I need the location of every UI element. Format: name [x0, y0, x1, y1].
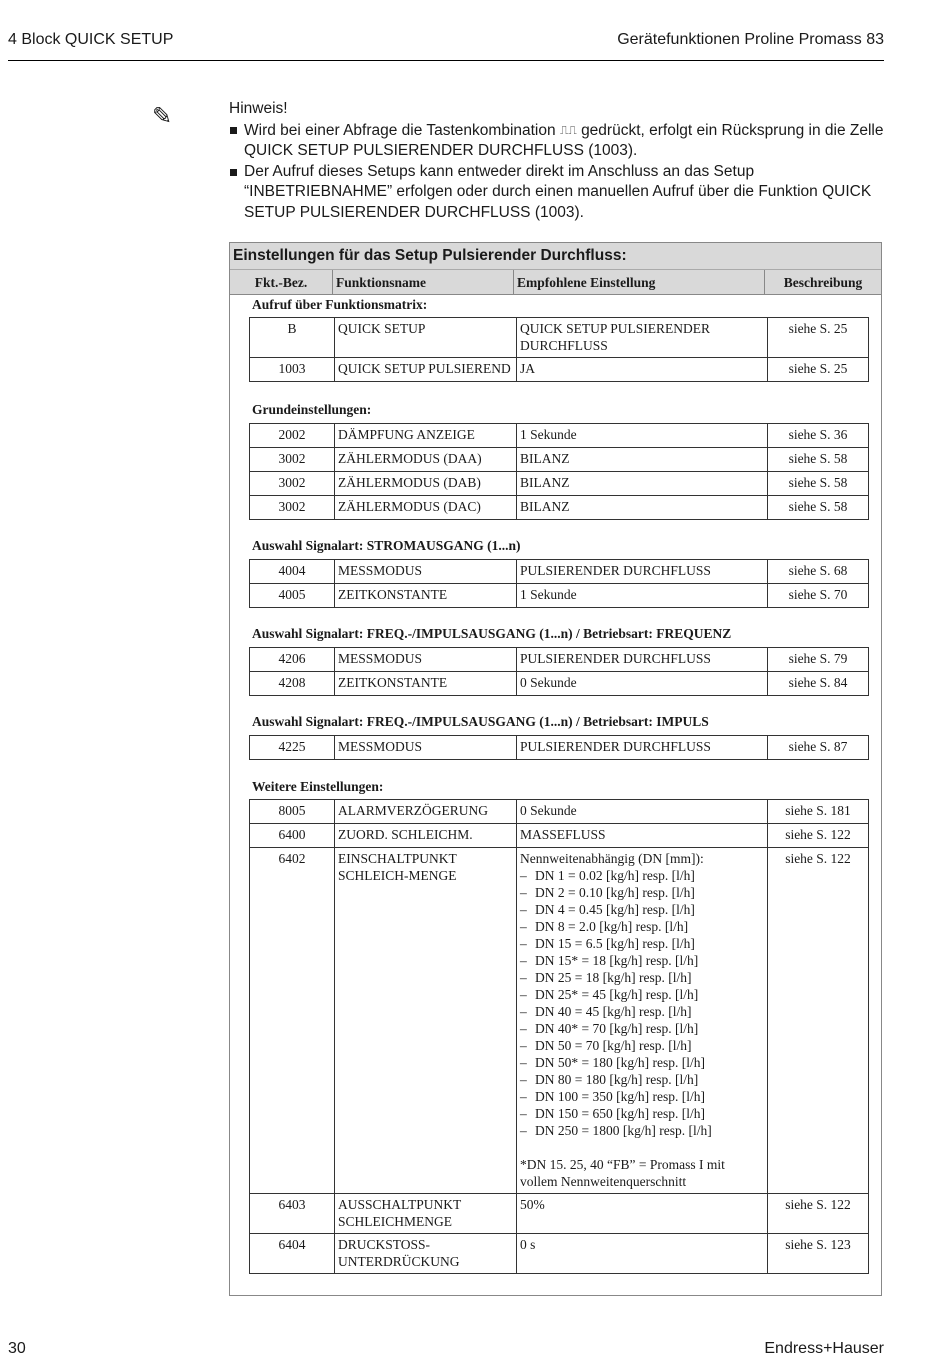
cell-setting: BILANZ [517, 472, 768, 496]
dn-line [520, 1105, 764, 1122]
table-row [250, 496, 869, 520]
table-impuls [249, 735, 869, 760]
dn-value: DN 25 = 18 [kg/h] resp. [l/h] [535, 970, 692, 985]
table-frequenz [249, 647, 869, 696]
dn-value: DN 40* = 70 [kg/h] resp. [l/h] [535, 1021, 699, 1036]
dn-value: DN 50 = 70 [kg/h] resp. [l/h] [535, 1038, 692, 1053]
cell-code: 4225 [250, 736, 335, 760]
cell-page-ref: siehe S. 70 [768, 584, 869, 608]
spacer [520, 1139, 764, 1156]
column-header-row [230, 270, 881, 295]
cell-setting: 0 s [517, 1234, 768, 1274]
table-stromausgang [249, 559, 869, 608]
cell-page-ref: siehe S. 58 [768, 448, 869, 472]
cell-page-ref: siehe S. 122 [768, 848, 869, 1194]
cell-page-ref: siehe S. 36 [768, 424, 869, 448]
cell-function: ZEITKONSTANTE [335, 672, 517, 696]
table-row [250, 560, 869, 584]
cell-code: 4004 [250, 560, 335, 584]
table-row [250, 736, 869, 760]
table-row [250, 1234, 869, 1274]
column-header-funktionsname: Funktionsname [333, 270, 514, 294]
cell-code: 6403 [250, 1194, 335, 1234]
dash: – [520, 1038, 527, 1053]
column-header-beschreibung: Beschreibung [783, 275, 863, 290]
cell-setting: BILANZ [517, 496, 768, 520]
dn-value: DN 40 = 45 [kg/h] resp. [l/h] [535, 1004, 692, 1019]
cell-page-ref: siehe S. 25 [768, 358, 869, 382]
cell-page-ref: siehe S. 58 [768, 496, 869, 520]
dash: – [520, 1123, 527, 1138]
dn-line [520, 1054, 764, 1071]
table-row [250, 358, 869, 382]
cell-function: QUICK SETUP PULSIEREND [335, 358, 517, 382]
cell-code: 6404 [250, 1234, 335, 1274]
cell-code: 4208 [250, 672, 335, 696]
note-bullet-1-text-b: gedrückt, erfolgt ein Rücksprung in die Zelle QUICK SETUP PULSIERENDER DURCHFLUSS (1003). [244, 121, 884, 159]
dash: – [520, 1055, 527, 1070]
dn-value: DN 80 = 180 [kg/h] resp. [l/h] [535, 1072, 699, 1087]
table-row [250, 848, 869, 1194]
cell-function: AUSSCHALTPUNKT SCHLEICHMENGE [335, 1194, 517, 1234]
section-heading-impuls: Auswahl Signalart: FREQ.-/IMPULSAUSGANG (1...n) / Betriebsart: IMPULS [252, 714, 709, 729]
note-bullet-1 [229, 120, 889, 162]
dn-line [520, 1122, 764, 1139]
cell-setting-dn-list [517, 848, 768, 1194]
cell-code: 3002 [250, 472, 335, 496]
settings-box-title: Einstellungen für das Setup Pulsierender Durchfluss: [230, 243, 881, 270]
dash: – [520, 1072, 527, 1087]
cell-page-ref: siehe S. 87 [768, 736, 869, 760]
dn-value: DN 100 = 350 [kg/h] resp. [l/h] [535, 1089, 705, 1104]
cell-setting: 0 Sekunde [517, 800, 768, 824]
cell-function: MESSMODUS [335, 560, 517, 584]
dash: – [520, 970, 527, 985]
dash: – [520, 953, 527, 968]
cell-function: ZÄHLERMODUS (DAA) [335, 448, 517, 472]
cell-code: 6402 [250, 848, 335, 1194]
header-rule [8, 60, 884, 61]
cell-setting: JA [517, 358, 768, 382]
dash: – [520, 1089, 527, 1104]
dn-line [520, 935, 764, 952]
dn-line [520, 1071, 764, 1088]
cell-function: DÄMPFUNG ANZEIGE [335, 424, 517, 448]
table-row [250, 800, 869, 824]
cell-function: ZEITKONSTANTE [335, 584, 517, 608]
cell-code: B [250, 318, 335, 358]
cell-code: 3002 [250, 496, 335, 520]
dash: – [520, 919, 527, 934]
cell-code: 8005 [250, 800, 335, 824]
cell-setting: 50% [517, 1194, 768, 1234]
cell-function: ZÄHLERMODUS (DAB) [335, 472, 517, 496]
section-heading-frequenz: Auswahl Signalart: FREQ.-/IMPULSAUSGANG (1...n) / Betriebsart: FREQUENZ [252, 626, 732, 641]
cell-function: ZUORD. SCHLEICHM. [335, 824, 517, 848]
dn-value: DN 15 = 6.5 [kg/h] resp. [l/h] [535, 936, 695, 951]
dn-line [520, 1003, 764, 1020]
table-weitere [249, 799, 869, 1274]
cell-setting: PULSIERENDER DURCHFLUSS [517, 736, 768, 760]
cell-function: MESSMODUS [335, 736, 517, 760]
table-row [250, 824, 869, 848]
dn-value: DN 8 = 2.0 [kg/h] resp. [l/h] [535, 919, 689, 934]
table-row [250, 648, 869, 672]
cell-code: 3002 [250, 448, 335, 472]
column-header-fkt: Fkt.-Bez. [230, 270, 333, 294]
cell-setting: PULSIERENDER DURCHFLUSS [517, 560, 768, 584]
cell-page-ref: siehe S. 123 [768, 1234, 869, 1274]
table-row [250, 1194, 869, 1234]
cell-function: DRUCKSTOSS-UNTERDRÜCKUNG [335, 1234, 517, 1274]
table-row [250, 672, 869, 696]
dn-line [520, 986, 764, 1003]
dn-line [520, 918, 764, 935]
key-combination-icon: ⎍⎍ [559, 122, 577, 137]
dash: – [520, 1021, 527, 1036]
table-row [250, 424, 869, 448]
dn-value: DN 25* = 45 [kg/h] resp. [l/h] [535, 987, 699, 1002]
bullet-square-icon [230, 127, 237, 134]
dash: – [520, 1106, 527, 1121]
cell-page-ref: siehe S. 122 [768, 824, 869, 848]
dn-line [520, 1037, 764, 1054]
cell-code: 4206 [250, 648, 335, 672]
bullet-square-icon [230, 169, 237, 176]
settings-box [229, 242, 882, 1296]
dn-value: DN 250 = 1800 [kg/h] resp. [l/h] [535, 1123, 712, 1138]
cell-function: ALARMVERZÖGERUNG [335, 800, 517, 824]
table-row [250, 472, 869, 496]
publisher-name: Endress+Hauser [764, 1340, 884, 1357]
section-heading-grundeinstellungen: Grundeinstellungen: [252, 402, 372, 417]
section-heading-aufruf: Aufruf über Funktionsmatrix: [252, 297, 428, 312]
note-bullet-1-text-a: Wird bei einer Abfrage die Tastenkombination [244, 121, 556, 139]
cell-code: 2002 [250, 424, 335, 448]
dn-value: DN 150 = 650 [kg/h] resp. [l/h] [535, 1106, 705, 1121]
dn-line [520, 1020, 764, 1037]
dash: – [520, 936, 527, 951]
cell-page-ref: siehe S. 58 [768, 472, 869, 496]
dash: – [520, 1004, 527, 1019]
dn-value: DN 1 = 0.02 [kg/h] resp. [l/h] [535, 868, 695, 883]
dn-intro: Nennweitenabhängig (DN [mm]): [520, 851, 704, 866]
table-row [250, 584, 869, 608]
dn-line [520, 867, 764, 884]
cell-setting: 1 Sekunde [517, 584, 768, 608]
cell-setting: 1 Sekunde [517, 424, 768, 448]
cell-page-ref: siehe S. 68 [768, 560, 869, 584]
running-header-title: Gerätefunktionen Proline Promass 83 [617, 31, 884, 48]
dn-value: DN 4 = 0.45 [kg/h] resp. [l/h] [535, 902, 695, 917]
note-block [229, 99, 889, 223]
dash: – [520, 987, 527, 1002]
cell-page-ref: siehe S. 25 [768, 318, 869, 358]
section-heading-weitere: Weitere Einstellungen: [252, 779, 384, 794]
dn-line [520, 884, 764, 901]
note-bullet-2-text: Der Aufruf dieses Setups kann entweder direkt im Anschluss an das Setup “INBETRIEBNAHME” erfolgen oder durch einen manuellen Aufruf über die Funktion QUICK SETUP PULSIERENDER DURCHFLUSS (1003). [244, 162, 872, 221]
cell-setting: QUICK SETUP PULSIERENDER DURCHFLUSS [517, 318, 768, 358]
cell-setting: PULSIERENDER DURCHFLUSS [517, 648, 768, 672]
running-header-section: 4 Block QUICK SETUP [8, 31, 174, 48]
cell-function: MESSMODUS [335, 648, 517, 672]
table-row [250, 318, 869, 358]
cell-page-ref: siehe S. 79 [768, 648, 869, 672]
dash: – [520, 902, 527, 917]
dash: – [520, 868, 527, 883]
column-header-einstellung: Empfohlene Einstellung [514, 270, 765, 294]
cell-page-ref: siehe S. 84 [768, 672, 869, 696]
dn-line [520, 952, 764, 969]
table-grundeinstellungen [249, 423, 869, 520]
dn-value: DN 50* = 180 [kg/h] resp. [l/h] [535, 1055, 705, 1070]
cell-code: 6400 [250, 824, 335, 848]
cell-setting: BILANZ [517, 448, 768, 472]
dn-line [520, 969, 764, 986]
pencil-icon: ✎ [152, 102, 173, 130]
cell-function: ZÄHLERMODUS (DAC) [335, 496, 517, 520]
dn-value: DN 2 = 0.10 [kg/h] resp. [l/h] [535, 885, 695, 900]
cell-function: EINSCHALTPUNKT SCHLEICH-MENGE [335, 848, 517, 1194]
cell-page-ref: siehe S. 122 [768, 1194, 869, 1234]
dash: – [520, 885, 527, 900]
note-bullet-2 [229, 162, 889, 224]
dn-footnote: *DN 15. 25, 40 “FB” = Promass I mit vollem Nennweitenquerschnitt [520, 1157, 725, 1189]
cell-setting: MASSEFLUSS [517, 824, 768, 848]
dn-line [520, 1088, 764, 1105]
dn-line [520, 901, 764, 918]
cell-code: 1003 [250, 358, 335, 382]
section-heading-stromausgang: Auswahl Signalart: STROMAUSGANG (1...n) [252, 538, 521, 553]
table-aufruf [249, 317, 869, 382]
cell-code: 4005 [250, 584, 335, 608]
page-number: 30 [8, 1340, 26, 1357]
dn-value: DN 15* = 18 [kg/h] resp. [l/h] [535, 953, 699, 968]
table-row [250, 448, 869, 472]
cell-function: QUICK SETUP [335, 318, 517, 358]
note-title: Hinweis! [229, 100, 288, 117]
cell-page-ref: siehe S. 181 [768, 800, 869, 824]
cell-setting: 0 Sekunde [517, 672, 768, 696]
